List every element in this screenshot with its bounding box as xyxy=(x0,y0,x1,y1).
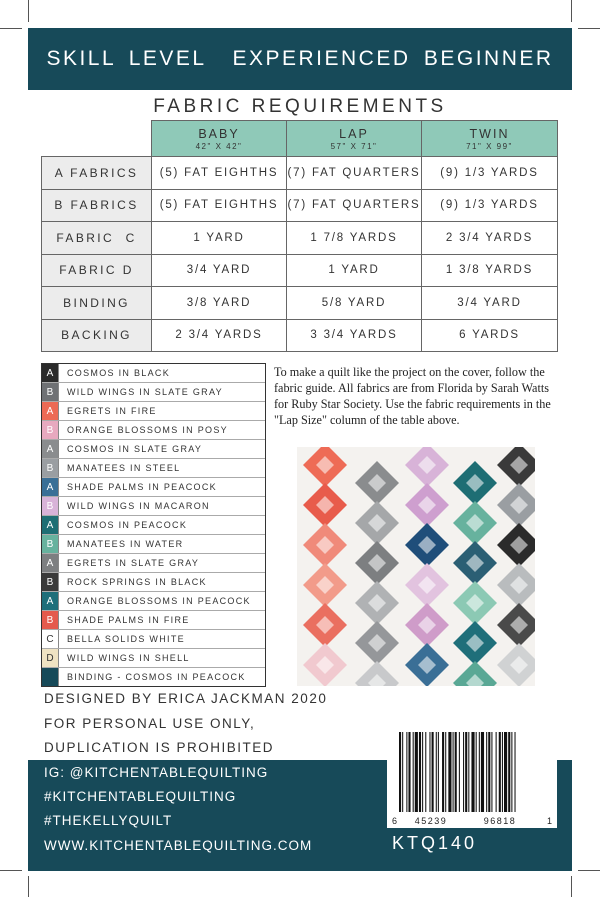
crop-mark xyxy=(578,870,600,871)
fabric-swatch: A xyxy=(42,478,59,496)
barcode-bar xyxy=(442,732,444,812)
size-header-twin: TWIN 71" X 99" xyxy=(422,121,558,157)
table-cell: (7) FAT QUARTERS xyxy=(287,157,422,190)
fabric-name: ROCK SPRINGS IN BLACK xyxy=(67,577,207,587)
barcode-bar xyxy=(468,732,469,812)
barcode-bar xyxy=(463,732,464,812)
row-label: A FABRICS xyxy=(42,157,152,190)
crop-mark xyxy=(0,28,22,29)
legend-row xyxy=(42,573,265,592)
fabric-name: MANATEES IN STEEL xyxy=(67,463,181,473)
fabric-name: SHADE PALMS IN FIRE xyxy=(67,615,190,625)
barcode-digits-group-1: 45239 xyxy=(414,816,448,826)
table-row xyxy=(42,222,558,255)
barcode-bar xyxy=(515,732,516,812)
barcode-bar xyxy=(438,732,439,812)
fabric-swatch: B xyxy=(42,459,59,477)
legend-row xyxy=(42,364,265,383)
table-row xyxy=(42,189,558,222)
table-cell: 3/4 YARD xyxy=(152,254,287,287)
barcode-bar xyxy=(476,732,477,812)
personal-use-notice: FOR PERSONAL USE ONLY, xyxy=(44,716,256,731)
barcode-bar xyxy=(491,732,492,812)
barcode-bar xyxy=(465,732,467,812)
barcode-bar xyxy=(499,732,501,812)
table-cell: 5/8 YARD xyxy=(287,287,422,320)
barcode-bar xyxy=(425,732,426,812)
barcode-bars xyxy=(387,726,557,828)
table-header-row xyxy=(42,121,558,157)
fabric-name: EGRETS IN FIRE xyxy=(67,406,157,416)
size-header-lap: LAP 57" X 71" xyxy=(287,121,422,157)
fabric-swatch: A xyxy=(42,554,59,572)
legend-row xyxy=(42,516,265,535)
legend-row xyxy=(42,497,265,516)
legend-row xyxy=(42,668,265,686)
table-cell: (7) FAT QUARTERS xyxy=(287,189,422,222)
fabric-name: ORANGE BLOSSOMS IN POSY xyxy=(67,425,228,435)
table-cell: (9) 1/3 YARDS xyxy=(422,189,558,222)
barcode-bar xyxy=(508,732,510,812)
fabric-swatch: B xyxy=(42,421,59,439)
row-label: B FABRICS xyxy=(42,189,152,222)
hashtag-kitchentablequilting: #KITCHENTABLEQUILTING xyxy=(44,789,237,804)
fabric-name: COSMOS IN BLACK xyxy=(67,368,171,378)
legend-row xyxy=(42,402,265,421)
barcode-bar xyxy=(481,732,484,812)
fabric-swatch xyxy=(42,668,59,686)
fabric-name: ORANGE BLOSSOMS IN PEACOCK xyxy=(67,596,251,606)
row-label: BINDING xyxy=(42,287,152,320)
size-header-baby: BABY 42" X 42" xyxy=(152,121,287,157)
table-cell: 6 YARDS xyxy=(422,319,558,352)
legend-row xyxy=(42,478,265,497)
fabric-swatch: A xyxy=(42,440,59,458)
table-cell: 1 YARD xyxy=(152,222,287,255)
fabric-name: WILD WINGS IN SLATE GRAY xyxy=(67,387,223,397)
barcode-bar xyxy=(471,732,474,812)
row-label: FABRIC C xyxy=(42,222,152,255)
fabric-swatch: C xyxy=(42,630,59,648)
fabric-requirements-table xyxy=(41,120,558,352)
fabric-name: SHADE PALMS IN PEACOCK xyxy=(67,482,217,492)
barcode-bar xyxy=(402,732,403,812)
barcode-bar xyxy=(459,732,460,812)
barcode-bar xyxy=(422,732,423,812)
legend-row xyxy=(42,592,265,611)
table-row xyxy=(42,157,558,190)
row-label: BACKING xyxy=(42,319,152,352)
fabric-swatch: B xyxy=(42,383,59,401)
barcode-bar xyxy=(486,732,487,812)
crop-mark xyxy=(0,870,22,871)
quilt-preview-image xyxy=(297,447,535,686)
table-cell: 1 7/8 YARDS xyxy=(287,222,422,255)
table-row xyxy=(42,254,558,287)
table-cell: (5) FAT EIGHTHS xyxy=(152,157,287,190)
duplication-notice: DUPLICATION IS PROHIBITED xyxy=(44,740,275,755)
hashtag-thekellyquilt: #THEKELLYQUILT xyxy=(44,813,173,828)
table-row xyxy=(42,319,558,352)
fabric-name: MANATEES IN WATER xyxy=(67,539,184,549)
barcode-bar xyxy=(408,732,410,812)
skill-level-text: SKILL LEVEL EXPERIENCED BEGINNER xyxy=(46,47,554,70)
table-cell: 3 3/4 YARDS xyxy=(287,319,422,352)
fabric-swatch: B xyxy=(42,535,59,553)
fabric-swatch: D xyxy=(42,649,59,667)
pattern-sku: KTQ140 xyxy=(392,833,478,853)
barcode-bar xyxy=(415,732,418,812)
crop-mark xyxy=(578,28,600,29)
fabric-swatch: A xyxy=(42,364,59,382)
barcode-bar xyxy=(453,732,454,812)
table-cell: 2 3/4 YARDS xyxy=(152,319,287,352)
barcode-bar xyxy=(413,732,414,812)
website-link[interactable]: WWW.KITCHENTABLEQUILTING.COM xyxy=(44,838,313,853)
barcode-bar xyxy=(436,732,437,812)
instagram-handle: IG: @KITCHENTABLEQUILTING xyxy=(44,765,269,780)
table-corner xyxy=(42,121,152,157)
barcode-bar xyxy=(488,732,490,812)
barcode-bar xyxy=(429,732,430,812)
barcode-digits-group-2: 96818 xyxy=(483,816,517,826)
skill-level-banner xyxy=(28,28,572,90)
table-cell: 1 YARD xyxy=(287,254,422,287)
fabric-swatch: B xyxy=(42,611,59,629)
quilt-background xyxy=(297,447,535,686)
fabric-swatch: A xyxy=(42,516,59,534)
fabric-name: WILD WINGS IN SHELL xyxy=(67,653,190,663)
fabric-name: EGRETS IN SLATE GRAY xyxy=(67,558,200,568)
table-cell: 2 3/4 YARDS xyxy=(422,222,558,255)
crop-mark xyxy=(571,0,572,22)
table-cell: (5) FAT EIGHTHS xyxy=(152,189,287,222)
table-cell: 1 3/8 YARDS xyxy=(422,254,558,287)
fabric-legend xyxy=(41,363,266,687)
legend-row xyxy=(42,649,265,668)
table-cell: 3/8 YARD xyxy=(152,287,287,320)
legend-row xyxy=(42,421,265,440)
fabric-name: COSMOS IN SLATE GRAY xyxy=(67,444,203,454)
legend-row xyxy=(42,630,265,649)
crop-mark xyxy=(571,876,572,897)
legend-row xyxy=(42,383,265,402)
fabric-guide-description: To make a quilt like the project on the cover, follow the fabric guide. All fabrics are from Florida by Sarah Watts for Ruby Star Society. Use the fabric requirements in the "Lap Size" column of the table above. xyxy=(274,365,551,427)
barcode-bar xyxy=(455,732,457,812)
designer-credit: DESIGNED BY ERICA JACKMAN 2020 xyxy=(44,691,328,706)
fabric-name: BELLA SOLIDS WHITE xyxy=(67,634,185,644)
barcode-digit-left: 6 xyxy=(392,816,398,826)
crop-mark xyxy=(28,876,29,897)
barcode-bar xyxy=(479,732,480,812)
legend-row xyxy=(42,440,265,459)
row-label: FABRIC D xyxy=(42,254,152,287)
fabric-name: WILD WINGS IN MACARON xyxy=(67,501,210,511)
fabric-swatch: B xyxy=(42,573,59,591)
barcode-bar xyxy=(445,732,446,812)
barcode-bar xyxy=(511,732,512,812)
fabric-swatch: A xyxy=(42,402,59,420)
legend-row xyxy=(42,554,265,573)
fabric-swatch: A xyxy=(42,592,59,610)
crop-mark xyxy=(28,0,29,22)
barcode-bar xyxy=(406,732,407,812)
barcode-bar xyxy=(496,732,497,812)
barcode-bar xyxy=(419,732,421,812)
fabric-swatch: B xyxy=(42,497,59,515)
legend-row xyxy=(42,611,265,630)
fabric-name: BINDING - COSMOS IN PEACOCK xyxy=(67,672,246,682)
barcode-digit-right: 1 xyxy=(547,816,553,826)
barcode-bar xyxy=(502,732,503,812)
legend-row xyxy=(42,459,265,478)
barcode-bar xyxy=(448,732,451,812)
barcode-bar xyxy=(399,732,401,812)
legend-row xyxy=(42,535,265,554)
fabric-requirements-title: FABRIC REQUIREMENTS xyxy=(153,96,447,117)
table-cell: 3/4 YARD xyxy=(422,287,558,320)
fabric-name: COSMOS IN PEACOCK xyxy=(67,520,188,530)
barcode-bar xyxy=(432,732,434,812)
table-row xyxy=(42,287,558,320)
table-cell: (9) 1/3 YARDS xyxy=(422,157,558,190)
barcode-bar xyxy=(504,732,507,812)
barcode xyxy=(387,726,557,828)
